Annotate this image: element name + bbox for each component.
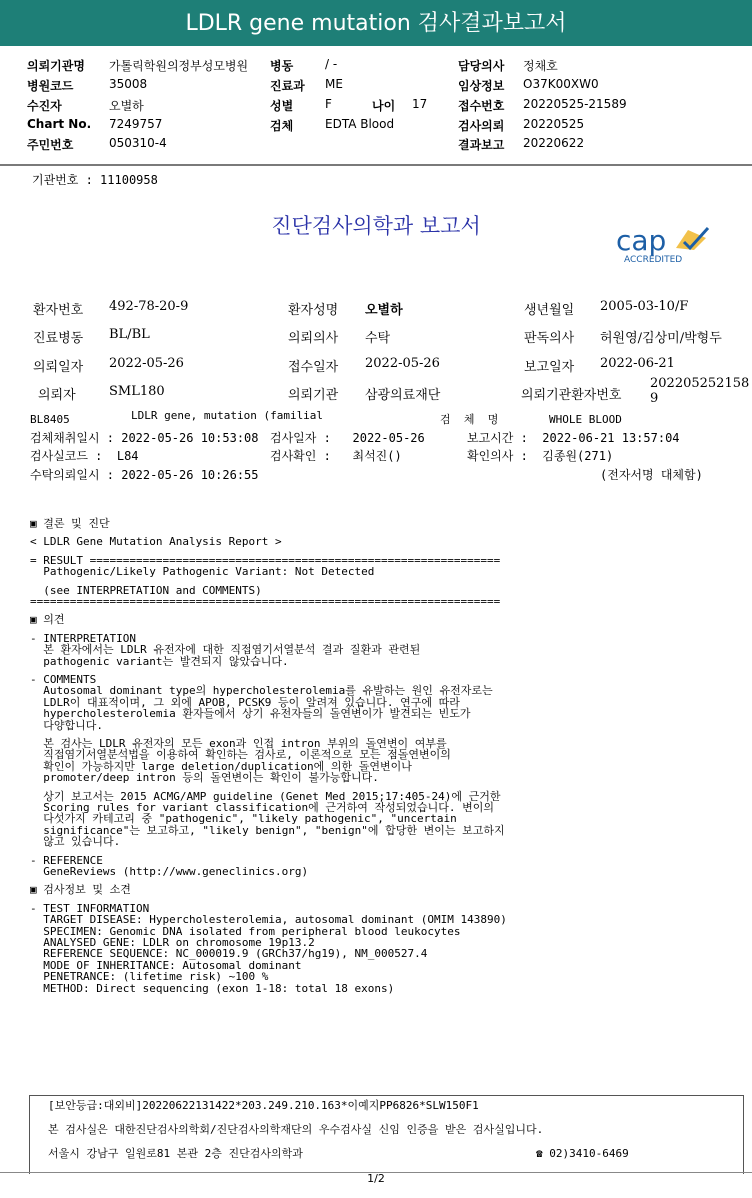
body-line: ANALYSED GENE: LDLR on chromosome 19p13.2 bbox=[30, 936, 315, 949]
info-value: SML180 bbox=[109, 384, 165, 399]
info-value: 2005-03-10/F bbox=[600, 299, 689, 314]
header-label: 접수번호 bbox=[458, 99, 505, 113]
header-value: 17 bbox=[412, 97, 428, 111]
info-value: 허원영/김상미/박형두 bbox=[600, 331, 722, 346]
specimen-label: 검 체 명 bbox=[440, 413, 499, 426]
header-label: 진료과 bbox=[270, 79, 305, 93]
info-label: 의뢰일자 bbox=[33, 360, 84, 375]
body-line: ▣ 의견 bbox=[30, 613, 65, 627]
header-value: O37K00XW0 bbox=[523, 77, 599, 91]
info-label: 접수일자 bbox=[288, 360, 339, 375]
test-field: 검사일자 : 2022-05-26 bbox=[270, 431, 425, 445]
body-line: TARGET DISEASE: Hypercholesterolemia, autosomal dominant (OMIM 143890) bbox=[30, 913, 507, 927]
header-label: 검사의뢰 bbox=[458, 119, 505, 133]
test-field: 검사확인 : 최석진() bbox=[270, 449, 402, 463]
header-value: 20220622 bbox=[523, 136, 585, 150]
header-label: 성별 bbox=[270, 99, 294, 113]
body-line: SPECIMEN: Genomic DNA isolated from peripheral blood leukocytes bbox=[30, 924, 461, 938]
body-line: = RESULT ============================================================== bbox=[30, 553, 501, 567]
specimen-value: WHOLE BLOOD bbox=[549, 413, 622, 426]
info-value: 오별하 bbox=[365, 303, 403, 318]
header-label: 주민번호 bbox=[27, 138, 74, 152]
body-line: ▣ 검사정보 및 소견 bbox=[30, 883, 131, 897]
body-line: GeneReviews (http://www.geneclinics.org) bbox=[30, 865, 309, 878]
info-value: 삼광의료재단 bbox=[365, 388, 441, 403]
test-name: LDLR gene, mutation (familial bbox=[131, 409, 324, 422]
info-value: BL/BL bbox=[109, 327, 150, 342]
body-line: REFERENCE SEQUENCE: NC_000019.9 (GRCh37/hg19), NM_000527.4 bbox=[30, 947, 428, 961]
body-line: PENETRANCE: (lifetime risk) ~100 % bbox=[30, 970, 269, 984]
info-value: 2022-05-26 bbox=[365, 356, 440, 371]
info-label: 의뢰자 bbox=[38, 388, 76, 403]
body-line: ▣ 결론 및 진단 bbox=[30, 517, 110, 530]
body-line: - REFERENCE bbox=[30, 853, 103, 867]
info-value: 202205252158 9 bbox=[650, 376, 750, 406]
phone-line: ☎ 02)3410-6469 bbox=[536, 1147, 629, 1160]
header-value: 7249757 bbox=[109, 117, 163, 131]
test-field: (전자서명 대체함) bbox=[600, 468, 703, 482]
header-label: 병동 bbox=[270, 59, 294, 73]
body-line: 본 환자에서는 LDLR 유전자에 대한 직접염기서열분석 결과 질환과 관련된 bbox=[30, 643, 421, 657]
header-value: F bbox=[325, 97, 332, 111]
info-value: 수탁 bbox=[365, 331, 391, 346]
body-line: (see INTERPRETATION and COMMENTS) bbox=[30, 583, 262, 597]
info-label: 생년월일 bbox=[524, 303, 575, 318]
header-value: EDTA Blood bbox=[325, 117, 395, 131]
body-line: Scoring rules for variant classification에 근거하여 작성되었습니다. 변이의 bbox=[30, 801, 495, 814]
cap-accredited-logo bbox=[614, 220, 714, 266]
body-line: 확인이 가능하지만 large deletion/duplication에 의한 돌연변이나 bbox=[30, 759, 412, 773]
test-field: 검체채취일시 : 2022-05-26 10:53:08 bbox=[30, 431, 259, 445]
body-line: MODE OF INHERITANCE: Autosomal dominant bbox=[30, 958, 302, 972]
info-value: 2022-05-26 bbox=[109, 356, 184, 371]
page-number: 1/2 bbox=[367, 1172, 385, 1185]
test-field: 보고시간 : 2022-06-21 13:57:04 bbox=[467, 431, 680, 445]
body-line: < LDLR Gene Mutation Analysis Report > bbox=[30, 535, 282, 549]
report-banner: LDLR gene mutation 검사결과보고서 bbox=[0, 0, 752, 46]
header-value: 20220525 bbox=[523, 117, 585, 131]
header-value: 정채호 bbox=[523, 59, 558, 73]
header-value: 20220525-21589 bbox=[523, 97, 627, 111]
info-label: 판독의사 bbox=[524, 331, 575, 346]
test-code: BL8405 bbox=[30, 413, 70, 426]
cap-logo-sub: ACCREDITED bbox=[624, 255, 683, 265]
header-label: 검체 bbox=[270, 119, 294, 133]
body-line: 않고 있습니다. bbox=[30, 835, 121, 849]
body-line: 다섯가지 카테고리 중 "pathogenic", "likely pathogenic", "uncertain bbox=[30, 812, 457, 826]
info-label: 의뢰기관 bbox=[288, 388, 339, 403]
info-value: 2022-06-21 bbox=[600, 356, 675, 371]
info-value: 492-78-20-9 bbox=[109, 299, 189, 314]
body-line: Autosomal dominant type의 hypercholesterolemia를 유발하는 원인 유전자로는 bbox=[30, 684, 493, 698]
info-label: 의뢰기관환자번호 bbox=[521, 388, 622, 403]
body-line: pathogenic variant는 발견되지 않았습니다. bbox=[30, 654, 289, 668]
org-number: 기관번호 : 11100958 bbox=[32, 173, 158, 187]
header-label: 임상정보 bbox=[458, 79, 505, 93]
body-line: 상기 보고서는 2015 ACMG/AMP guideline (Genet Med 2015;17:405-24)에 근거한 bbox=[30, 789, 501, 803]
info-label: 환자번호 bbox=[33, 303, 84, 318]
body-line: - TEST INFORMATION bbox=[30, 901, 150, 915]
header-divider bbox=[0, 164, 752, 166]
header-value: ME bbox=[325, 77, 343, 91]
body-line: 본 검사는 LDLR 유전자의 모든 exon과 인접 intron 부위의 돌연변이 여부를 bbox=[30, 737, 447, 750]
body-line: promoter/deep intron 등의 돌연변이는 확인이 불가능합니다. bbox=[30, 771, 379, 785]
info-label: 진료병동 bbox=[33, 331, 84, 346]
body-line: 다양합니다. bbox=[30, 718, 103, 732]
report-title: 진단검사의학과 보고서 bbox=[271, 214, 481, 238]
body-line: 직접염기서열분석법을 이용하여 확인하는 검사로, 이론적으로 모든 점돌연변이의 bbox=[30, 748, 451, 762]
address-line: 서울시 강남구 일원로81 본관 2층 진단검사의학과 bbox=[48, 1147, 303, 1160]
body-line: LDLR이 대표적이며, 그 외에 APOB, PCSK9 등이 알려져 있습니다. 연구에 따라 bbox=[30, 695, 460, 709]
body-line: significance"는 보고하고, "likely benign", "benign"에 합당한 변이는 보고하지 bbox=[30, 823, 505, 837]
body-line: - INTERPRETATION bbox=[30, 631, 136, 645]
body-line: ======================================================================= bbox=[30, 595, 501, 608]
info-label: 환자성명 bbox=[288, 303, 339, 318]
header-label: 의뢰기관명 bbox=[27, 59, 85, 73]
header-label: 병원코드 bbox=[27, 79, 74, 93]
info-label: 보고일자 bbox=[524, 360, 575, 375]
header-value: 가톨릭학원의정부성모병원 bbox=[109, 59, 249, 73]
test-field: 확인의사 : 김종원(271) bbox=[467, 449, 614, 463]
test-field: 수탁의뢰일시 : 2022-05-26 10:26:55 bbox=[30, 468, 259, 482]
cap-logo-text: cap bbox=[616, 224, 667, 257]
info-label: 의뢰의사 bbox=[288, 331, 339, 346]
header-value: 35008 bbox=[109, 77, 148, 91]
security-line: [보안등급:대외비]20220622131422*203.249.210.163*이예지PP6826*SLW150F1 bbox=[48, 1099, 479, 1112]
header-label: 담당의사 bbox=[458, 59, 505, 73]
header-value: / - bbox=[325, 57, 338, 71]
body-line: METHOD: Direct sequencing (exon 1-18: total 18 exons) bbox=[30, 981, 395, 995]
body-line: hypercholesterolemia 환자들에서 상기 유전자들의 돌연변이가 발견되는 빈도가 bbox=[30, 707, 471, 721]
header-label: 수진자 bbox=[27, 99, 62, 113]
test-field: 검사실코드 : L84 bbox=[30, 449, 139, 463]
header-value: 오별하 bbox=[109, 99, 144, 113]
header-value: 050310-4 bbox=[109, 136, 167, 150]
certification-line: 본 검사실은 대한진단검사의학회/진단검사의학재단의 우수검사실 신임 인증을 받은 검사실입니다. bbox=[48, 1123, 544, 1136]
header-label: 나이 bbox=[372, 99, 396, 113]
header-label: 결과보고 bbox=[458, 138, 505, 152]
body-line: - COMMENTS bbox=[30, 673, 97, 686]
body-line: Pathogenic/Likely Pathogenic Variant: Not Detected bbox=[30, 565, 375, 579]
header-label: Chart No. bbox=[27, 117, 92, 131]
